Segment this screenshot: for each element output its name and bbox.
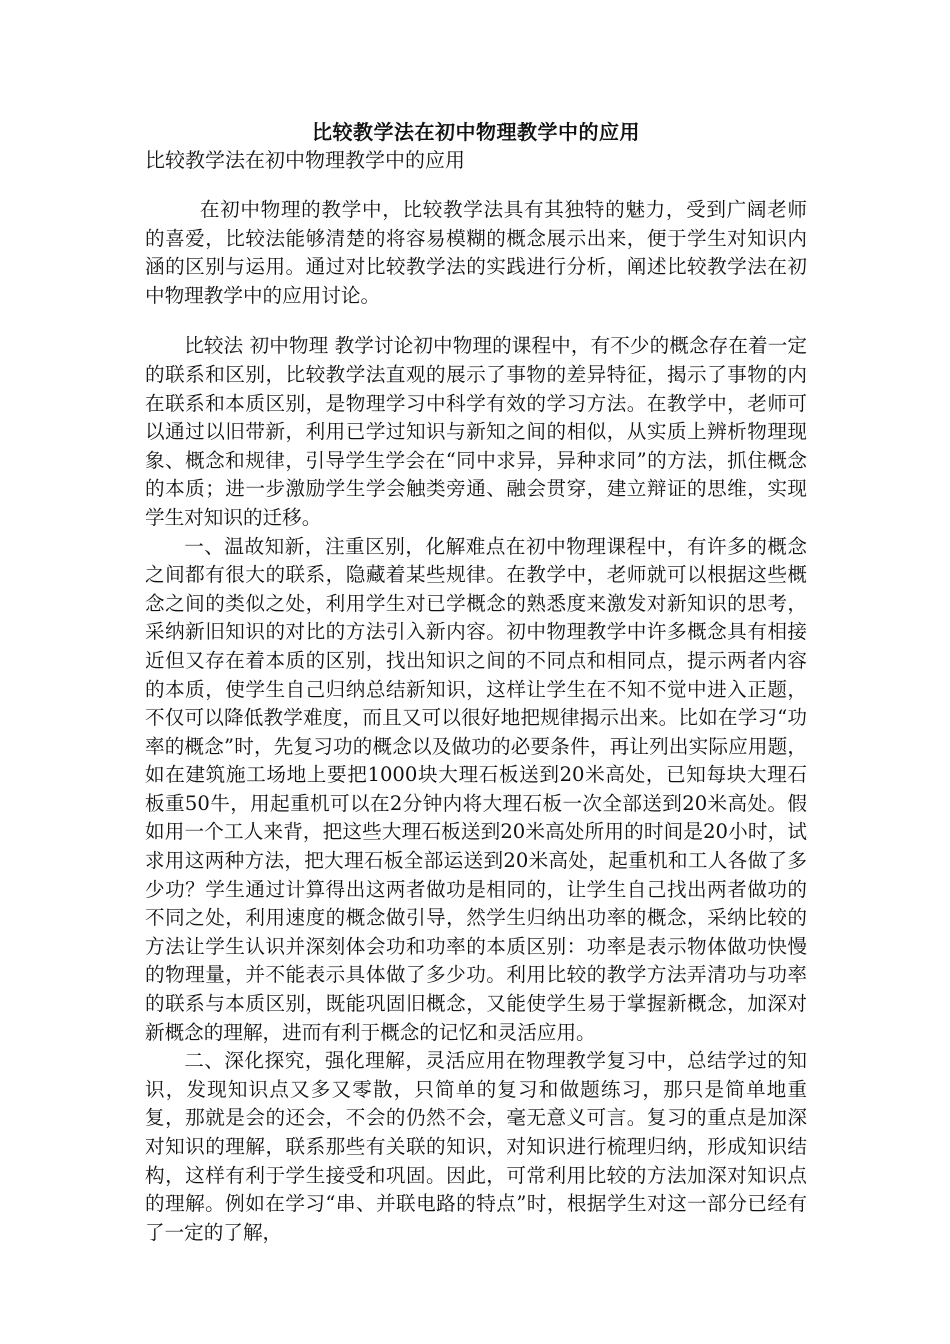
document-subtitle: 比较教学法在初中物理教学中的应用 bbox=[145, 148, 465, 172]
document-title: 比较教学法在初中物理教学中的应用 bbox=[312, 120, 640, 144]
document-page bbox=[145, 118, 807, 1247]
abstract-paragraph: 在初中物理的教学中，比较教学法具有其独特的魅力，受到广阔老师的喜爱，比较法能够清楚的将容易模糊的概念展示出来，便于学生对知识内涵的区别与运用。通过对比较教学法的实践进行分析，阐述比较教学法在初中物理教学中的应用讨论。 bbox=[145, 198, 807, 307]
body-paragraph-keywords-intro: 比较法 初中物理 教学讨论初中物理的课程中，有不少的概念存在着一定的联系和区别，比较教学法直观的展示了事物的差异特征，揭示了事物的内在联系和本质区别，是物理学习中科学有效的学习方法。在教学中，老师可以通过以旧带新，利用已学过知识与新知之间的相似，从实质上辨析物理现象、概念和规律，引导学生学会在“同中求异，异种求同”的方法，抓住概念的本质；进一步激励学生学会触类旁通、融会贯穿，建立辩证的思维，实现学生对知识的迁移。 bbox=[145, 334, 807, 529]
body-paragraph-section-one: 一、温故知新，注重区别，化解难点在初中物理课程中，有许多的概念之间都有很大的联系，隐藏着某些规律。在教学中，老师就可以根据这些概念之间的类似之处，利用学生对已学概念的熟悉度来激发对新知识的思考，采纳新旧知识的对比的方法引入新内容。初中物理教学中许多概念具有相接近但又存在着本质的区别，找出知识之间的不同点和相同点，提示两者内容的本质，使学生自己归纳总结新知识，这样让学生在不知不觉中进入正题，不仅可以降低教学难度，而且又可以很好地把规律揭示出来。比如在学习“功率的概念”时，先复习功的概念以及做功的必要条件，再让列出实际应用题，如在建筑施工场地上要把1000块大理石板送到20米高处，已知每块大理石板重50牛，用起重机可以在2分钟内将大理石板一次全部送到20米高处。假如用一个工人来背，把这些大理石板送到20米高处所用的时间是20小时，试求用这两种方法，把大理石板全部运送到20米高处，起重机和工人各做了多少功？学生通过计算得出这两者做功是相同的，让学生自己找出两者做功的不同之处，利用速度的概念做引导，然学生归纳出功率的概念，采纳比较的方法让学生认识并深刻体会功和功率的本质区别：功率是表示物体做功快慢的物理量，并不能表示具体做了多少功。利用比较的教学方法弄清功与功率的联系与本质区别，既能巩固旧概念，又能使学生易于掌握新概念，加深对新概念的理解，进而有利于概念的记忆和灵活应用。 bbox=[145, 534, 807, 1044]
body-paragraph-section-two: 二、深化探究，强化理解，灵活应用在物理教学复习中，总结学过的知识，发现知识点又多又零散，只简单的复习和做题练习，那只是简单地重复，那就是会的还会，不会的仍然不会，毫无意义可言。复习的重点是加深对知识的理解，联系那些有关联的知识，对知识进行梳理归纳，形成知识结构，这样有利于学生接受和巩固。因此，可常利用比较的方法加深对知识点的理解。例如在学习“串、并联电路的特点”时，根据学生对这一部分已经有了一定的了解， bbox=[145, 1049, 807, 1244]
